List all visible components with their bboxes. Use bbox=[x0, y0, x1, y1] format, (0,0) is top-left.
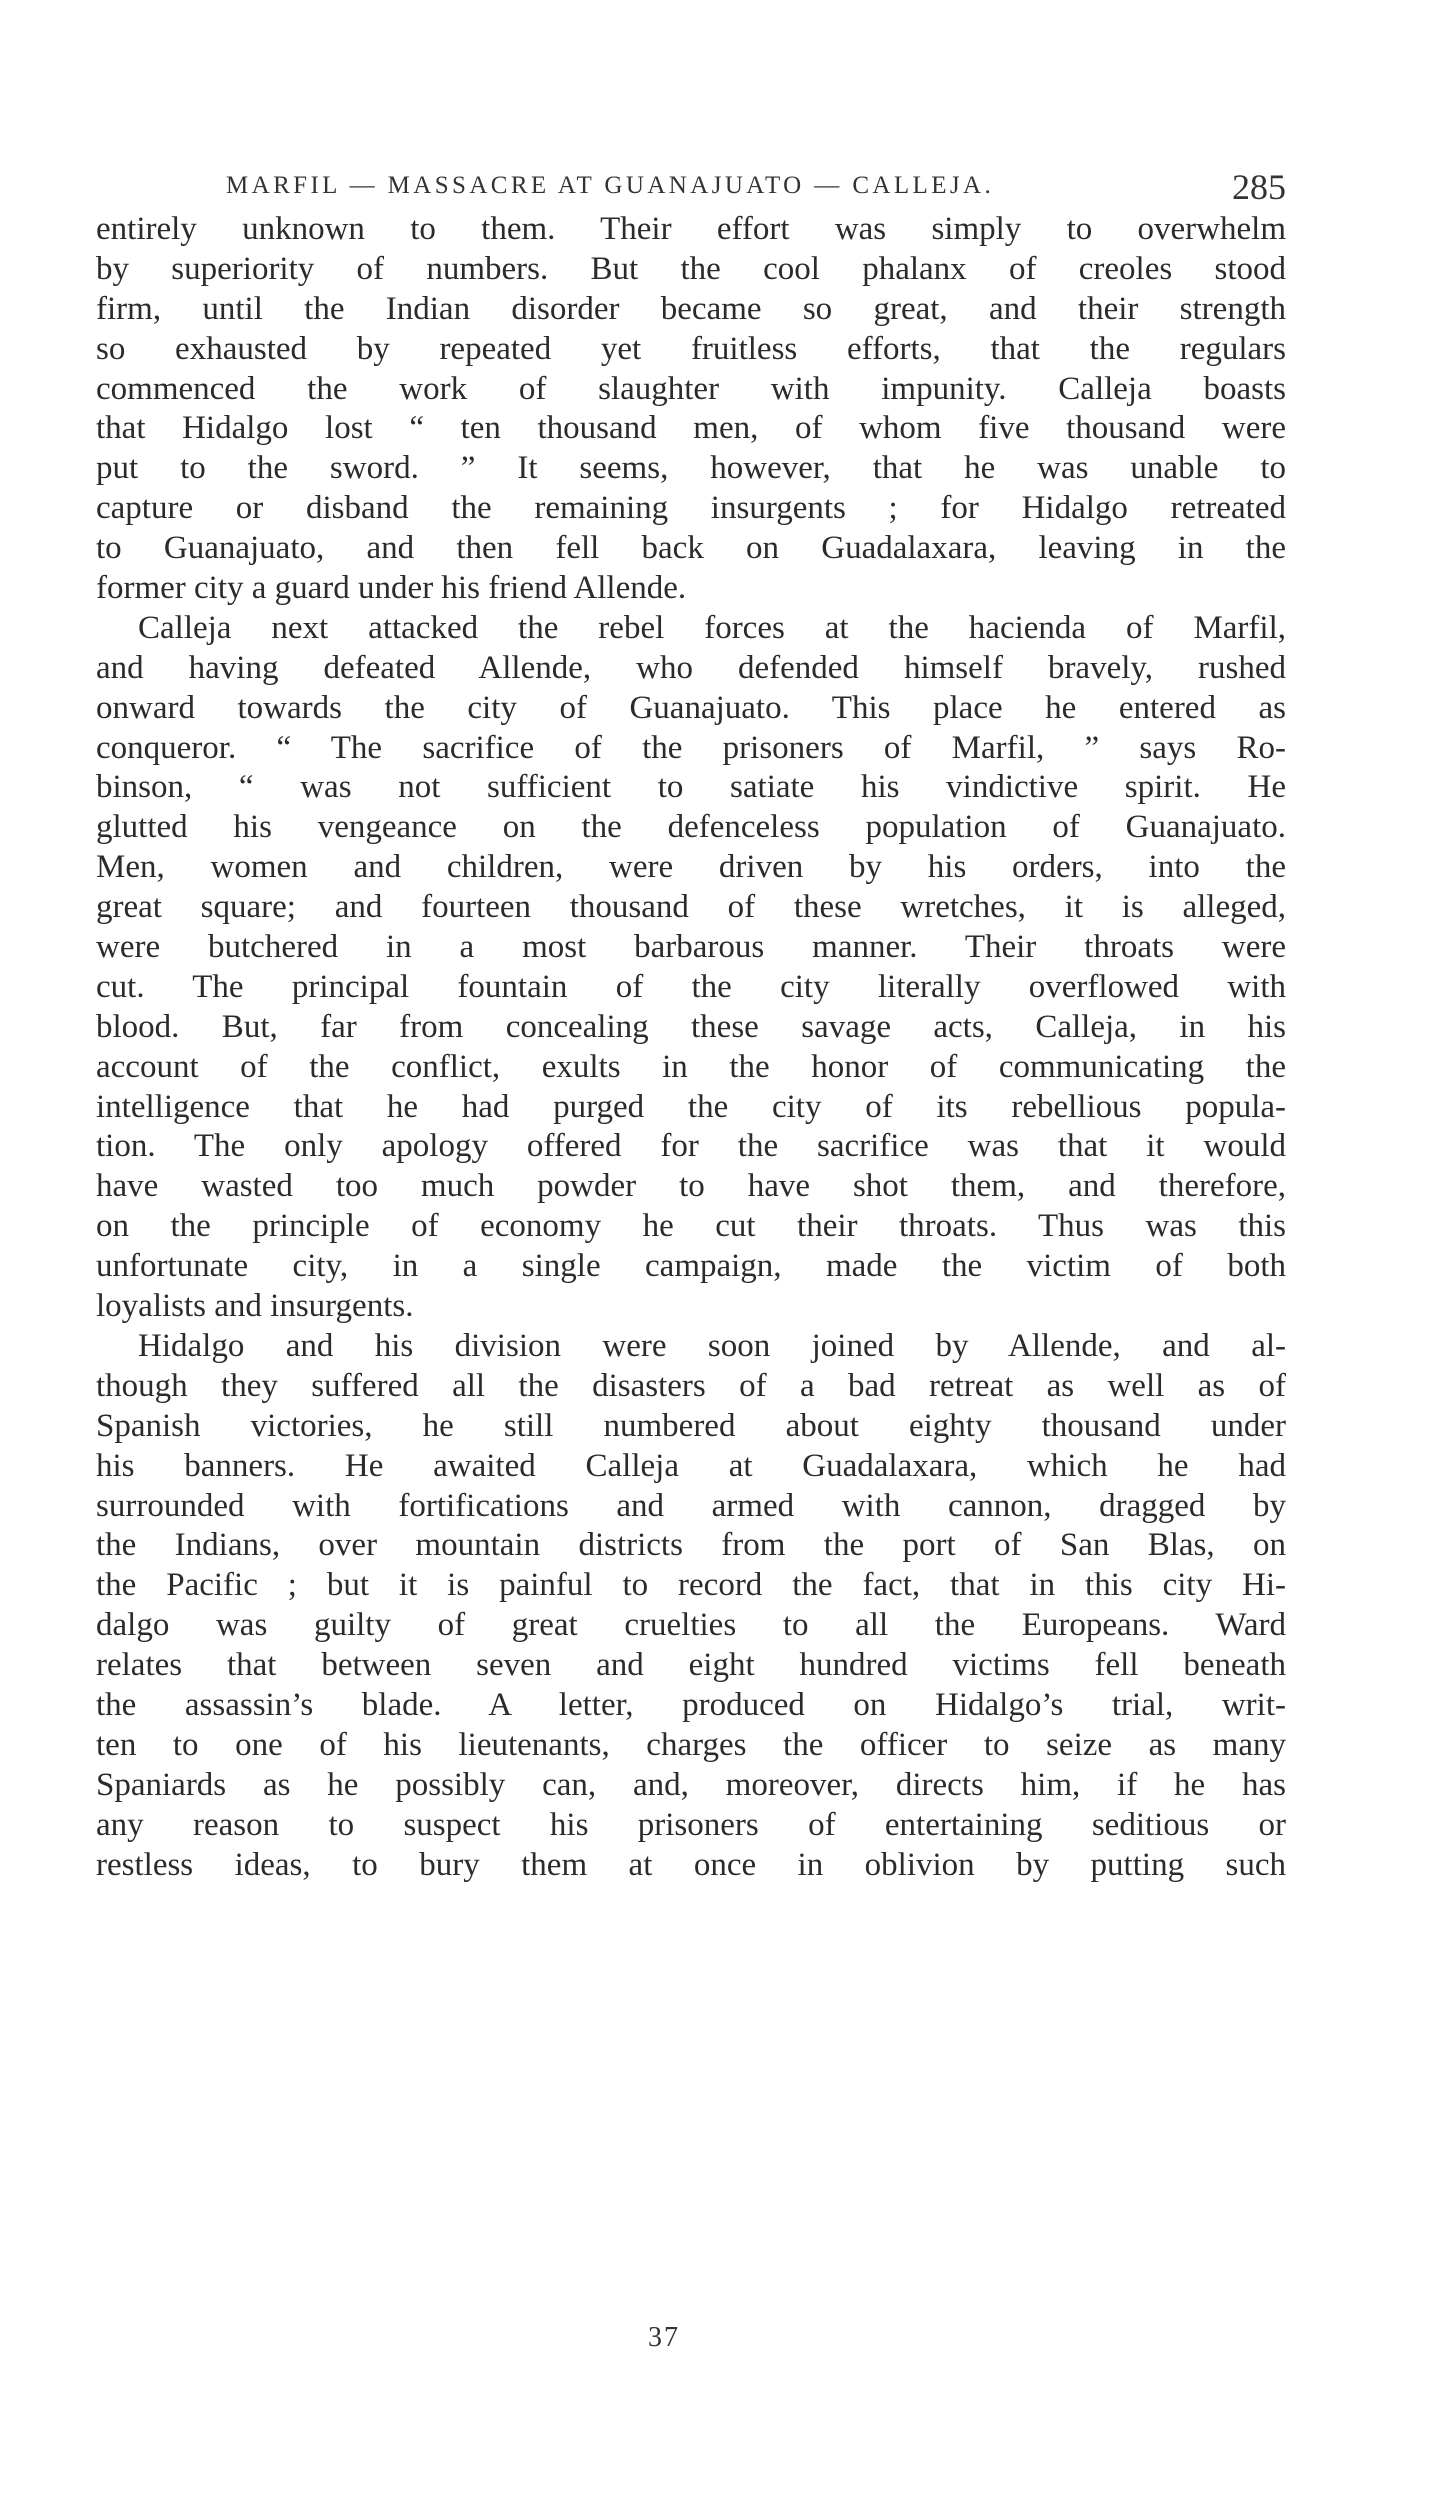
text-line: Spanish victories, he still numbered about eighty thousand under bbox=[96, 1407, 1286, 1444]
text-line: former city a guard under his friend Allende. bbox=[96, 570, 687, 607]
text-line: capture or disband the remaining insurgents ; for Hidalgo retreated bbox=[96, 490, 1286, 527]
text-line: loyalists and insurgents. bbox=[96, 1288, 414, 1325]
text-line: firm, until the Indian disorder became so great, and their strength bbox=[96, 290, 1286, 327]
text-line: the Pacific ; but it is painful to record the fact, that in this city Hi- bbox=[96, 1567, 1286, 1604]
text-line: account of the conflict, exults in the honor of communicating the bbox=[96, 1048, 1286, 1085]
body-text bbox=[96, 210, 1286, 1885]
text-line: any reason to suspect his prisoners of entertaining seditious or bbox=[96, 1806, 1286, 1843]
running-title: MARFIL — MASSACRE AT GUANAJUATO — CALLEJA. bbox=[226, 172, 995, 199]
text-line: have wasted too much powder to have shot them, and therefore, bbox=[96, 1168, 1286, 1205]
text-line: his banners. He awaited Calleja at Guadalaxara, which he had bbox=[96, 1447, 1286, 1484]
text-line: cut. The principal fountain of the city literally overflowed with bbox=[96, 968, 1286, 1005]
text-line: binson, “ was not sufficient to satiate his vindictive spirit. He bbox=[96, 769, 1286, 806]
text-line: to Guanajuato, and then fell back on Guadalaxara, leaving in the bbox=[96, 530, 1286, 567]
text-line: that Hidalgo lost “ ten thousand men, of whom five thousand were bbox=[96, 410, 1286, 447]
text-line: ten to one of his lieutenants, charges the officer to seize as many bbox=[96, 1726, 1286, 1763]
text-line: intelligence that he had purged the city of its rebellious popula- bbox=[96, 1088, 1286, 1125]
text-line: entirely unknown to them. Their effort was simply to overwhelm bbox=[96, 211, 1286, 247]
text-line: commenced the work of slaughter with impunity. Calleja boasts bbox=[96, 370, 1286, 407]
text-line: dalgo was guilty of great cruelties to all the Europeans. Ward bbox=[96, 1607, 1286, 1644]
text-line: so exhausted by repeated yet fruitless efforts, that the regulars bbox=[96, 330, 1286, 367]
text-line: by superiority of numbers. But the cool phalanx of creoles stood bbox=[96, 250, 1286, 287]
text-line: put to the sword. ” It seems, however, that he was unable to bbox=[96, 450, 1286, 487]
text-line: the Indians, over mountain districts from the port of San Blas, on bbox=[96, 1527, 1286, 1564]
text-line: onward towards the city of Guanajuato. This place he entered as bbox=[96, 689, 1286, 726]
text-line: unfortunate city, in a single campaign, made the victim of both bbox=[96, 1248, 1286, 1285]
text-line: though they suffered all the disasters of a bad retreat as well as of bbox=[96, 1367, 1286, 1404]
text-line: relates that between seven and eight hundred victims fell beneath bbox=[96, 1647, 1286, 1684]
text-line: Spaniards as he possibly can, and, moreover, directs him, if he has bbox=[96, 1766, 1286, 1803]
text-line: conqueror. “ The sacrifice of the prisoners of Marfil, ” says Ro- bbox=[96, 729, 1286, 766]
text-line: great square; and fourteen thousand of these wretches, it is alleged, bbox=[96, 889, 1286, 926]
running-head bbox=[96, 166, 1286, 210]
paragraph-start-line: Hidalgo and his division were soon joined by Allende, and al- bbox=[138, 1327, 1286, 1364]
text-line: and having defeated Allende, who defended himself bravely, rushed bbox=[96, 649, 1286, 686]
text-line: the assassin’s blade. A letter, produced on Hidalgo’s trial, writ- bbox=[96, 1686, 1286, 1723]
page-number: 285 bbox=[1232, 167, 1286, 207]
signature-mark: 37 bbox=[648, 2322, 680, 2353]
text-line: surrounded with fortifications and armed with cannon, dragged by bbox=[96, 1487, 1286, 1524]
text-line: Men, women and children, were driven by his orders, into the bbox=[96, 849, 1286, 886]
text-line: on the principle of economy he cut their throats. Thus was this bbox=[96, 1208, 1286, 1245]
text-line: tion. The only apology offered for the sacrifice was that it would bbox=[96, 1128, 1286, 1165]
paragraph-start-line: Calleja next attacked the rebel forces at the hacienda of Marfil, bbox=[138, 609, 1286, 646]
text-line: glutted his vengeance on the defenceless population of Guanajuato. bbox=[96, 809, 1286, 846]
text-line: restless ideas, to bury them at once in oblivion by putting such bbox=[96, 1846, 1286, 1883]
text-line: were butchered in a most barbarous manner. Their throats were bbox=[96, 929, 1286, 966]
text-line: blood. But, far from concealing these savage acts, Calleja, in his bbox=[96, 1008, 1286, 1045]
